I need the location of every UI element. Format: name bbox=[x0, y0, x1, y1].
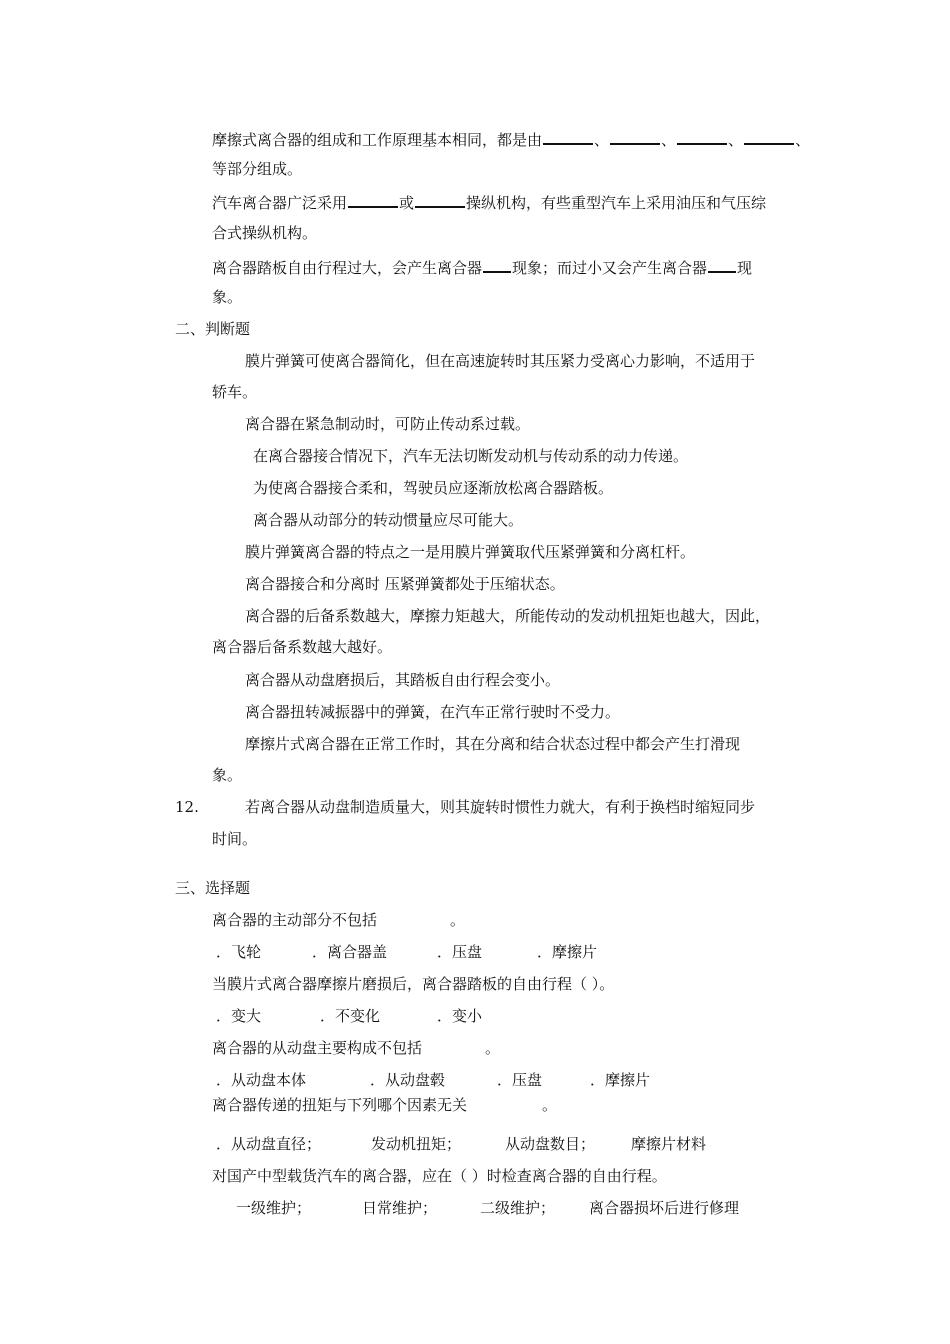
question-text: 离合器的主动部分不包括 bbox=[212, 911, 378, 929]
question-end: 。 bbox=[542, 1096, 558, 1114]
fill-question-1 bbox=[212, 128, 810, 148]
option-c: ．压盘 bbox=[437, 943, 483, 961]
judge-item: 摩擦片式离合器在正常工作时，其在分离和结合状态过程中都会产生打滑现 bbox=[245, 735, 741, 753]
fill-question-1-cont: 等部分组成。 bbox=[212, 160, 303, 178]
option-a: ．从动盘直径； bbox=[216, 1135, 322, 1153]
section-heading-choice: 三、选择题 bbox=[175, 879, 251, 897]
item-number: 12. bbox=[175, 798, 199, 816]
fill-question-3-cont: 象。 bbox=[212, 288, 243, 306]
judge-item: 离合器从动盘磨损后，其踏板自由行程会变小。 bbox=[245, 671, 561, 689]
question-text: 离合器传递的扭矩与下列哪个因素无关 bbox=[212, 1096, 468, 1114]
answer-blank bbox=[610, 128, 660, 145]
choice-question-2: 当膜片式离合器摩擦片磨损后，离合器踏板的自由行程（ ）。 bbox=[212, 975, 615, 993]
question-end: 。 bbox=[450, 911, 466, 929]
question-text: 现象；而过小又会产生离合器 bbox=[512, 259, 708, 277]
question-text: 离合器踏板自由行程过大，会产生离合器 bbox=[212, 259, 483, 277]
separator: 、 bbox=[594, 131, 610, 149]
separator: 、 bbox=[661, 131, 677, 149]
question-text: 离合器的从动盘主要构成不包括 bbox=[212, 1039, 423, 1057]
judge-item: 离合器的后备系数越大，摩擦力矩越大，所能传动的发动机扭矩也越大，因此， bbox=[245, 607, 771, 625]
option-a: ．飞轮 bbox=[216, 943, 262, 961]
separator: 、 bbox=[728, 131, 744, 149]
choice-question-5: 对国产中型载货汽车的离合器，应在（ ）时检查离合器的自由行程。 bbox=[212, 1167, 667, 1185]
answer-blank bbox=[483, 256, 511, 273]
judge-item: 离合器扭转减振器中的弹簧，在汽车正常行驶时不受力。 bbox=[245, 703, 621, 721]
fill-question-2 bbox=[212, 191, 766, 211]
choice-question-1 bbox=[212, 910, 465, 930]
option-a: 一级维护； bbox=[236, 1199, 312, 1217]
option-a: ．从动盘本体 bbox=[216, 1071, 307, 1089]
answer-blank bbox=[348, 191, 398, 208]
option-b: ．离合器盖 bbox=[312, 943, 388, 961]
fill-question-2-cont: 合式操纵机构。 bbox=[212, 224, 318, 242]
question-end: 。 bbox=[485, 1039, 501, 1057]
answer-blank bbox=[543, 128, 593, 145]
judge-item: 离合器在紧急制动时，可防止传动系过载。 bbox=[245, 415, 531, 433]
judge-item-cont: 离合器后备系数越大越好。 bbox=[212, 638, 393, 656]
choice-question-3 bbox=[212, 1038, 500, 1058]
question-text: 汽车离合器广泛采用 bbox=[212, 194, 348, 212]
judge-item-cont: 时间。 bbox=[212, 830, 258, 848]
answer-blank bbox=[415, 191, 465, 208]
answer-blank bbox=[708, 256, 736, 273]
question-text: 或 bbox=[399, 194, 415, 212]
option-d: 摩擦片材料 bbox=[631, 1135, 707, 1153]
judge-item: 为使离合器接合柔和，驾驶员应逐渐放松离合器踏板。 bbox=[253, 479, 614, 497]
option-b: ．不变化 bbox=[320, 1007, 381, 1025]
option-c: ．变小 bbox=[437, 1007, 483, 1025]
option-d: ．摩擦片 bbox=[537, 943, 598, 961]
option-b: 日常维护； bbox=[362, 1199, 438, 1217]
fill-question-3 bbox=[212, 256, 752, 276]
question-text: 操纵机构，有些重型汽车上采用油压和气压综 bbox=[466, 194, 767, 212]
option-b: 发动机扭矩； bbox=[371, 1135, 462, 1153]
option-b: ．从动盘毂 bbox=[370, 1071, 446, 1089]
answer-blank bbox=[677, 128, 727, 145]
judge-item: 若离合器从动盘制造质量大，则其旋转时惯性力就大，有利于换档时缩短同步 bbox=[245, 798, 756, 816]
option-c: 二级维护； bbox=[480, 1199, 556, 1217]
judge-item: 离合器接合和分离时 压紧弹簧都处于压缩状态。 bbox=[245, 575, 565, 593]
choice-question-4 bbox=[212, 1095, 557, 1115]
question-text: 现 bbox=[737, 259, 753, 277]
option-d: 离合器损坏后进行修理 bbox=[589, 1199, 740, 1217]
question-text: 摩擦式离合器的组成和工作原理基本相同，都是由 bbox=[212, 131, 543, 149]
separator: 、 bbox=[795, 131, 811, 149]
judge-item: 在离合器接合情况下，汽车无法切断发动机与传动系的动力传递。 bbox=[253, 447, 689, 465]
judge-item: 离合器从动部分的转动惯量应尽可能大。 bbox=[253, 511, 524, 529]
judge-item: 膜片弹簧离合器的特点之一是用膜片弹簧取代压紧弹簧和分离杠杆。 bbox=[245, 543, 696, 561]
option-c: ．压盘 bbox=[497, 1071, 543, 1089]
option-c: 从动盘数目； bbox=[505, 1135, 596, 1153]
option-a: ．变大 bbox=[216, 1007, 262, 1025]
judge-item-cont: 轿车。 bbox=[212, 383, 258, 401]
answer-blank bbox=[744, 128, 794, 145]
option-d: ．摩擦片 bbox=[590, 1071, 651, 1089]
judge-item-cont: 象。 bbox=[212, 766, 243, 784]
judge-item: 膜片弹簧可使离合器简化，但在高速旋转时其压紧力受离心力影响，不适用于 bbox=[245, 352, 756, 370]
section-heading-judge: 二、判断题 bbox=[175, 320, 251, 338]
